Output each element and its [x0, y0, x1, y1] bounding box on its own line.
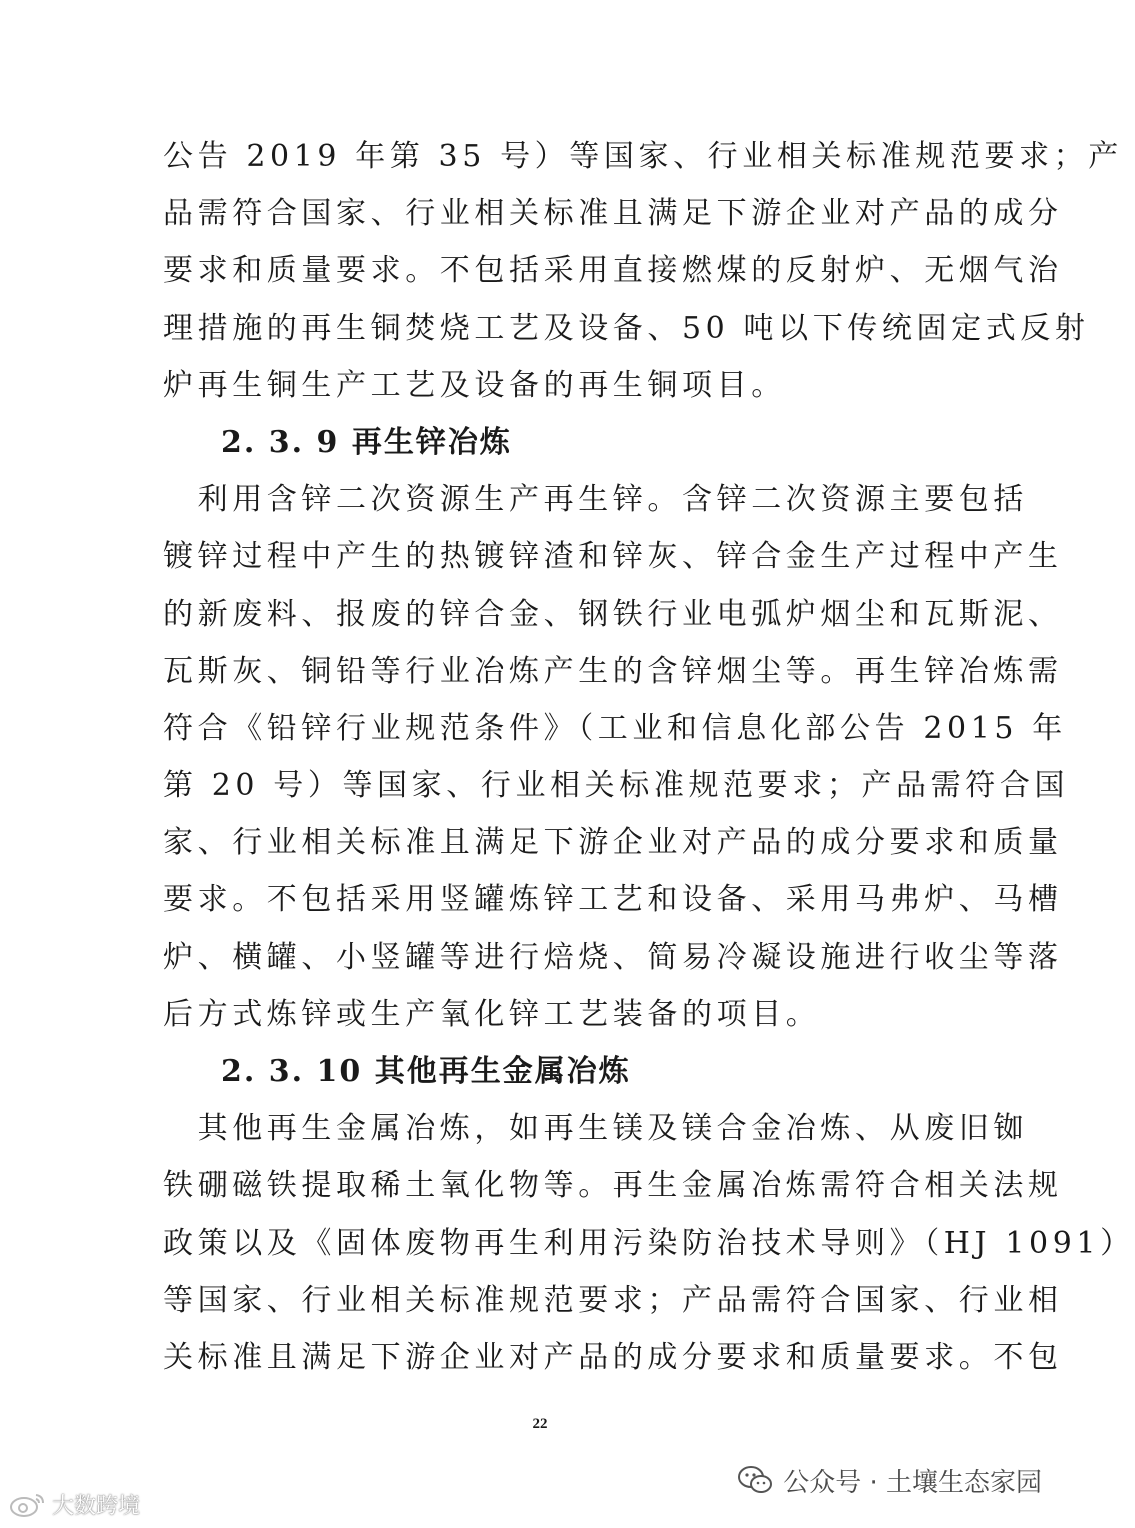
paragraph-line: 品需符合国家、行业相关标准且满足下游企业对产品的成分: [163, 196, 1063, 232]
paragraph-line: 后方式炼锌或生产氧化锌工艺装备的项目。: [163, 996, 821, 1032]
wechat-icon: [737, 1464, 773, 1496]
weibo-icon: [8, 1489, 48, 1519]
weibo-watermark-text: 大数跨境: [52, 1493, 141, 1519]
paragraph-line: 理措施的再生铜焚烧工艺及设备、50 吨以下传统固定式反射: [163, 310, 1090, 346]
paragraph-line: 政策以及《固体废物再生利用污染防治技术导则》（HJ 1091）: [163, 1225, 1135, 1261]
section-heading: 2. 3. 9 再生锌冶炼: [221, 424, 512, 460]
paragraph-line: 家、行业相关标准且满足下游企业对产品的成分要求和质量: [163, 825, 1063, 861]
paragraph-line: 瓦斯灰、铜铅等行业冶炼产生的含锌烟尘等。再生锌冶炼需: [163, 653, 1063, 689]
paragraph-line: 要求和质量要求。不包括采用直接燃煤的反射炉、无烟气治: [163, 253, 1063, 289]
paragraph-line: 利用含锌二次资源生产再生锌。含锌二次资源主要包括: [163, 482, 1028, 518]
page-number: 22: [532, 1416, 548, 1432]
paragraph-line: 其他再生金属冶炼，如再生镁及镁合金冶炼、从废旧铷: [163, 1111, 1028, 1147]
paragraph-line: 等国家、行业相关标准规范要求；产品需符合国家、行业相: [163, 1282, 1063, 1318]
paragraph-line: 关标准且满足下游企业对产品的成分要求和质量要求。不包: [163, 1339, 1063, 1375]
paragraph-line: 要求。不包括采用竖罐炼锌工艺和设备、采用马弗炉、马槽: [163, 882, 1063, 918]
section-heading: 2. 3. 10 其他再生金属冶炼: [221, 1054, 631, 1089]
paragraph-line: 公告 2019 年第 35 号）等国家、行业相关标准规范要求；产: [163, 139, 1123, 174]
paragraph-line: 的新废料、报废的锌合金、钢铁行业电弧炉烟尘和瓦斯泥、: [163, 596, 1063, 632]
paragraph-line: 第 20 号）等国家、行业相关标准规范要求；产品需符合国: [163, 768, 1070, 804]
wechat-watermark: [737, 1460, 1042, 1500]
wechat-watermark-text: 公众号 · 土壤生态家园: [783, 1467, 1042, 1498]
paragraph-line: 炉再生铜生产工艺及设备的再生铜项目。: [163, 367, 786, 403]
weibo-watermark: [8, 1488, 140, 1520]
document-body: [163, 128, 1135, 1386]
paragraph-line: 炉、横罐、小竖罐等进行焙烧、简易冷凝设施进行收尘等落: [163, 939, 1063, 975]
paragraph-line: 符合《铅锌行业规范条件》（工业和信息化部公告 2015 年: [163, 710, 1067, 746]
paragraph-line: 铁硼磁铁提取稀土氧化物等。再生金属冶炼需符合相关法规: [163, 1168, 1063, 1204]
paragraph-line: 镀锌过程中产生的热镀锌渣和锌灰、锌合金生产过程中产生: [163, 539, 1063, 575]
